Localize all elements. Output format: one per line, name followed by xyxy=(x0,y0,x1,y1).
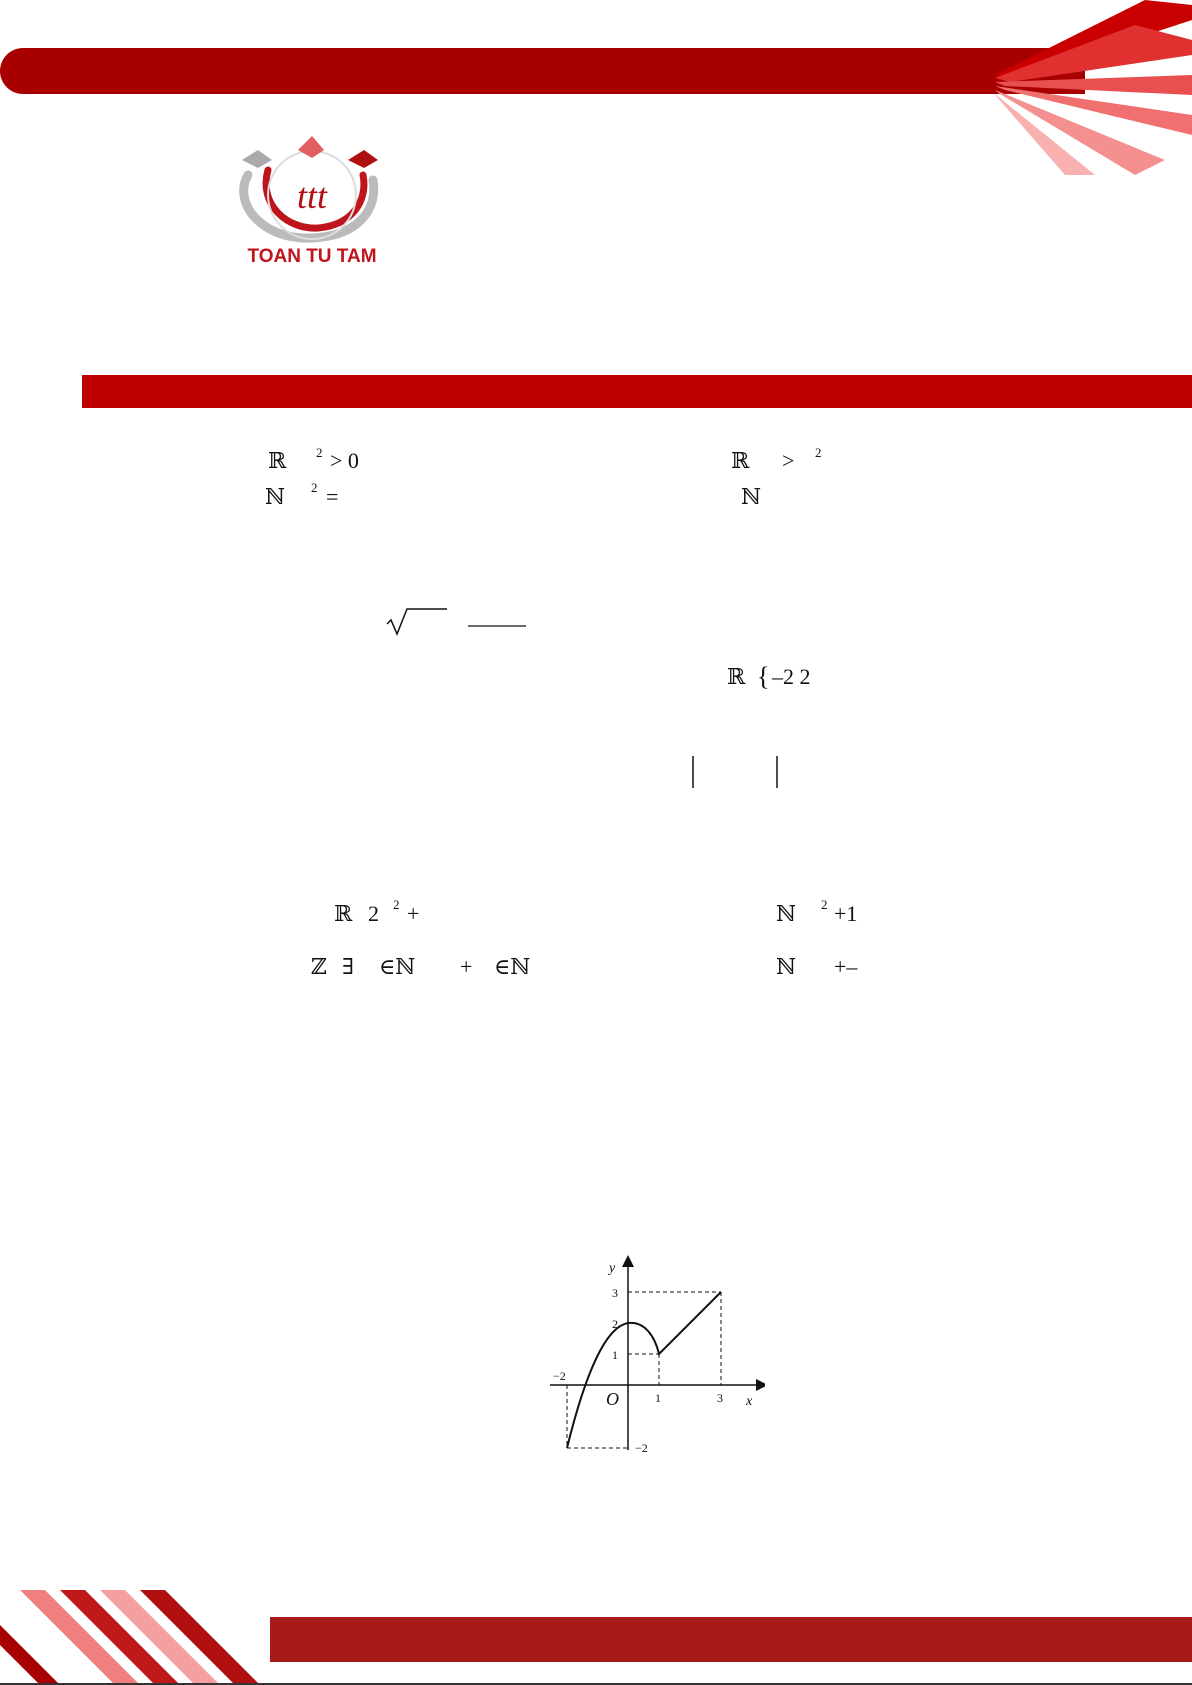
logo-emblem-icon xyxy=(228,130,396,245)
math-fragment: ∈ℕ xyxy=(379,954,416,979)
math-fragment: + xyxy=(407,901,420,926)
math-fragment: +1 xyxy=(834,901,858,926)
x-axis-label: x xyxy=(746,1394,753,1409)
set-symbol: ℕ xyxy=(776,901,797,926)
brace: { xyxy=(757,662,770,691)
superscript: 2 xyxy=(311,480,318,495)
math-fragment: > xyxy=(782,448,795,473)
absolute-value-bars xyxy=(690,754,780,790)
math-fragment: ∃ xyxy=(342,954,354,979)
y-tick-label: 2 xyxy=(612,1317,618,1331)
math-fragment: –2 2 xyxy=(772,664,811,689)
set-symbol: ℝ xyxy=(334,901,353,926)
superscript: 2 xyxy=(821,897,828,912)
set-symbol: ℝ xyxy=(731,448,750,473)
y-tick-label: 3 xyxy=(612,1286,618,1300)
math-fragment: = xyxy=(326,484,339,509)
math-fragment: 2 xyxy=(368,901,379,926)
y-tick-label: 1 xyxy=(612,1348,618,1362)
y-tick-label: −2 xyxy=(635,1441,648,1455)
math-fragment: ∈ℕ xyxy=(494,954,531,979)
math-fragment: > 0 xyxy=(330,448,359,473)
set-symbol: ℝ xyxy=(268,448,287,473)
footer-stripes-decoration xyxy=(0,1585,300,1685)
superscript: 2 xyxy=(316,445,323,460)
origin-label: O xyxy=(606,1389,619,1409)
set-symbol: ℕ xyxy=(776,954,797,979)
header-bar xyxy=(0,48,1085,94)
y-axis-label: y xyxy=(609,1261,616,1276)
svg-text:ttt: ttt xyxy=(296,176,328,216)
logo-name: TOAN TU TAM xyxy=(247,246,377,267)
section-title-bar xyxy=(82,375,1192,408)
function-graph xyxy=(545,1255,765,1455)
superscript: 2 xyxy=(393,897,400,912)
logo xyxy=(228,130,396,270)
set-symbol: ℤ xyxy=(311,954,328,979)
function-curve xyxy=(567,1292,721,1448)
set-symbol: ℕ xyxy=(741,484,762,509)
superscript: 2 xyxy=(815,445,822,460)
footer-bar xyxy=(270,1617,1192,1662)
math-fragment: +– xyxy=(834,954,858,979)
header-burst-decoration xyxy=(985,0,1192,175)
x-tick-label: −2 xyxy=(553,1369,566,1383)
set-symbol: ℝ xyxy=(727,664,746,689)
sqrt-fraction-marks xyxy=(385,606,531,636)
x-tick-label: 1 xyxy=(655,1391,661,1405)
x-tick-label: 3 xyxy=(717,1391,723,1405)
math-fragment: + xyxy=(460,954,473,979)
set-symbol: ℕ xyxy=(265,484,286,509)
